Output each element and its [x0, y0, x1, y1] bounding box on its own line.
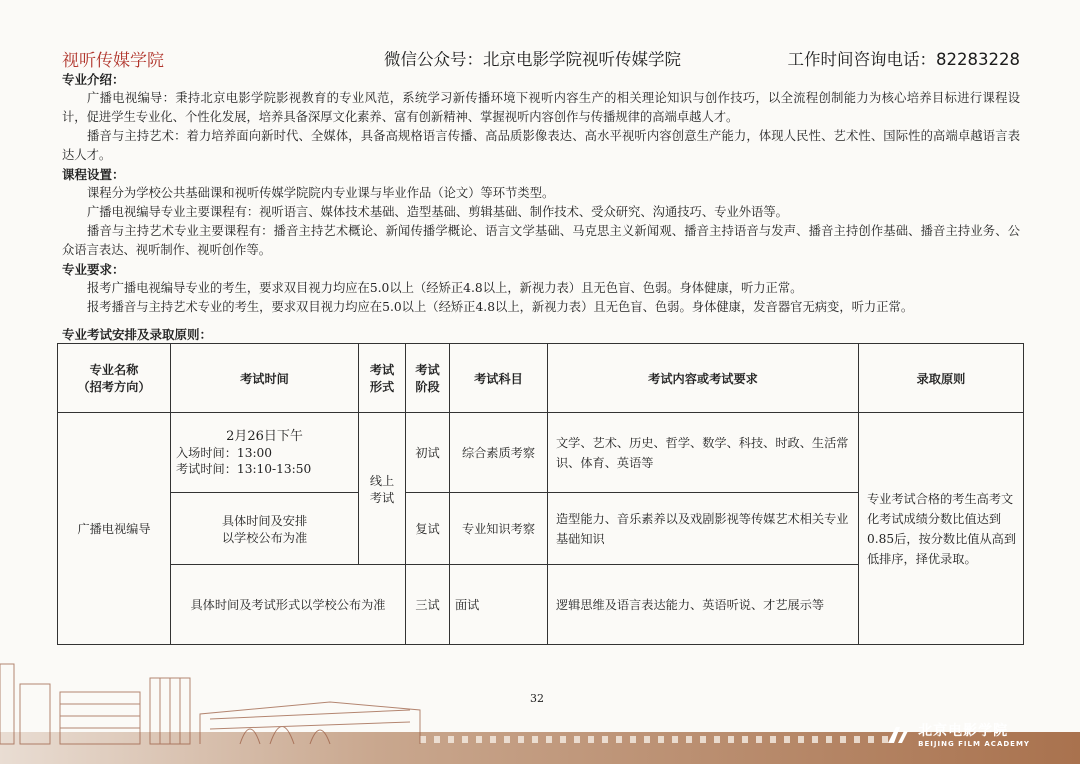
stage-cell: 复试 — [406, 493, 450, 565]
intro-paragraph-1: 广播电视编导：秉持北京电影学院影视教育的专业风范，系统学习新传播环境下视听内容生产的相关理论知识与创作技巧，以全流程创制能力为核心培养目标进行课程设计，促进学生专业化、个性化发展，培养具备深厚文化素养、富有创新精神、掌握视听内容创作与传播规律的高端卓越人才。 — [62, 91, 1020, 124]
admission-cell: 专业考试合格的考生高考文化考试成绩分数比值达到0.85后，按分数比值从高到低排序，择优录取。 — [859, 413, 1024, 645]
table-header-row — [58, 344, 1024, 413]
consult-phone: 工作时间咨询电话：82283228 — [787, 50, 1020, 69]
content-cell: 逻辑思维及语言表达能力、英语听说、才艺展示等 — [548, 565, 859, 645]
subject-cell: 综合素质考察 — [450, 413, 548, 493]
page-number: 32 — [530, 692, 544, 705]
academy-emblem-icon — [886, 723, 912, 745]
requirements-paragraph-1: 报考广播电视编导专业的考生，要求双目视力均应在5.0以上（经矫正4.8以上，新视力表）且无色盲、色弱。身体健康，听力正常。 — [87, 281, 803, 295]
stage-cell: 三试 — [406, 565, 450, 645]
logo-name-zh: 北京电影学院 — [918, 723, 1009, 739]
table-row — [58, 413, 1024, 493]
content-cell: 造型能力、音乐素养以及戏剧影视等传媒艺术相关专业基础知识 — [548, 493, 859, 565]
header-form: 考试 形式 — [359, 344, 406, 413]
header-admission: 录取原则 — [859, 344, 1024, 413]
body-text — [62, 70, 1020, 317]
subject-cell: 面试 — [450, 565, 548, 645]
academy-logo — [886, 720, 1030, 748]
college-name: 视听传媒学院 — [62, 51, 164, 71]
time-cell: 2月26日下午 入场时间：13:00 考试时间：13:10-13:50 — [171, 413, 359, 493]
page-header — [62, 46, 1020, 72]
header-stage: 考试 阶段 — [406, 344, 450, 413]
header-major: 专业名称 （招考方向） — [58, 344, 171, 413]
logo-name-en: BEIJING FILM ACADEMY — [918, 740, 1030, 748]
courses-heading: 课程设置： — [62, 167, 125, 182]
courses-paragraph-2: 广播电视编导专业主要课程有：视听语言、媒体技术基础、造型基础、剪辑基础、制作技术、受众研究、沟通技巧、专业外语等。 — [87, 205, 788, 219]
courses-paragraph-1: 课程分为学校公共基础课和视听传媒学院院内专业课与毕业作品（论文）等环节类型。 — [87, 186, 555, 200]
form-cell: 线上考试 — [359, 413, 406, 565]
intro-heading: 专业介绍： — [62, 72, 125, 87]
intro-paragraph-2: 播音与主持艺术：着力培养面向新时代、全媒体，具备高规格语言传播、高品质影像表达、高水平视听内容创意生产能力，体现人民性、艺术性、国际性的高端卓越语言表达人才。 — [62, 129, 1020, 162]
header-time: 考试时间 — [171, 344, 359, 413]
courses-paragraph-3: 播音与主持艺术专业主要课程有：播音主持艺术概论、新闻传播学概论、语言文学基础、马克思主义新闻观、播音主持语音与发声、播音主持创作基础、播音主持业务、公众语言表达、视听制作、视听创作等。 — [62, 224, 1020, 257]
header-subject: 考试科目 — [450, 344, 548, 413]
major-cell: 广播电视编导 — [58, 413, 171, 645]
table-caption: 专业考试安排及录取原则： — [62, 327, 213, 342]
subject-cell: 专业知识考察 — [450, 493, 548, 565]
time-cell: 具体时间及考试形式以学校公布为准 — [171, 565, 406, 645]
header-content: 考试内容或考试要求 — [548, 344, 859, 413]
stage-cell: 初试 — [406, 413, 450, 493]
content-cell: 文学、艺术、历史、哲学、数学、科技、时政、生活常识、体育、英语等 — [548, 413, 859, 493]
exam-schedule-table — [57, 343, 1024, 645]
requirements-paragraph-2: 报考播音与主持艺术专业的考生，要求双目视力均应在5.0以上（经矫正4.8以上，新视力表）且无色盲、色弱。身体健康，发音器官无病变，听力正常。 — [87, 300, 914, 314]
requirements-heading: 专业要求： — [62, 262, 125, 277]
wechat-account: 微信公众号：北京电影学院视听传媒学院 — [384, 50, 681, 69]
time-cell: 具体时间及安排 以学校公布为准 — [171, 493, 359, 565]
